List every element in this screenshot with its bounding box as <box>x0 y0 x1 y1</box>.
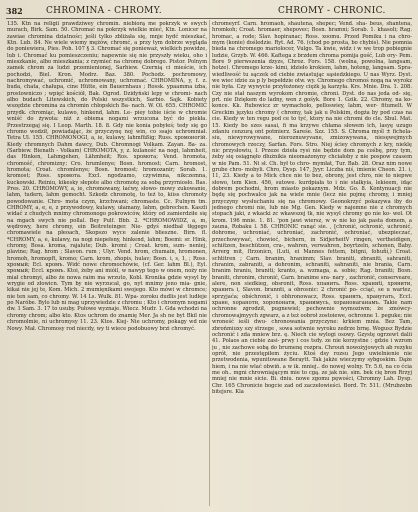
page-header <box>6 4 412 18</box>
right-column <box>212 21 412 506</box>
column-divider <box>209 20 210 506</box>
right-column-text: chromeyrf. Carn. hromaoh, shautena, shepec; Vend. sha- beus, shantena, hromkoh; Croat. hromaer, shepovec; Bosn. hramni; Sorab. 1. khasoli; Rag. hromac, a rode; Slav. hopiranac; Ross. xoomu. Przed Pomiku i na chro- mym (konie) dośledzie. Ryt. Ad. 76. (chod po prosta, bo chybis). Nie pomnia bieda na chromego mariolocer, Vulgo. Ta kwie, widz i w we trop pobiegnie ludzie, Grzyb. W. 466. Kaftega z brzdem chroma pomija gość, Lub ory- Pem. Bore 9 pierwszenia dzyzs, Chroz. Fors. 158. (wolna, powolna, langsam, hotze). Chromego krze- kimi, idzieło krokiem, lahm, hoteng, langsam. Spra- wiedliwość tu sączek od ciebie zwiastując sąsiedzkiego. U nas Wyrz. Dyst. we wiec idzie za p ly bepełdzie otw. wy. Chromego chromoś nogą na wyrokz nie była. Czy wywycie przyłożoney ciężk ją karzyła. Krs. Mnie. Dra. 1. 208. Czy nie stał naszym wyrokom chromie, chroni. Dyst. do nas jeda od- się, prt. nie Dziękem do ladny, wen z gośyk. Bore 1. Gzik. 22. Chromy, na ko- konce. Kk. Rubowicz zr wymachoło, pełloswiey, lahm, wer- fitumelt. W Greckim języku chromy ( chromy, tak jak u Polskim, dogża by pod czas na cie. Kiedy w ten regu pod ce to tyć, ktory na nie chromi do cle. Sbul. Mat. 15. Kiedy bo szes sasai, fi ma krzywe chłama słowem ich, lasyę uzugo zdaniu cenzurą ont potmierz. Sareśe. Szz. 155. S. Chroma myśl ± fichela- siu, niewyrowywane, nieroznuwyvane, zmizowywana, niesęwejmych chromowych rzeczy, Sarfan. Fors. Stro. Niej ściey chromych z kry, nieklę nic przysłowiu, ł. Przeze dzieła rysi nie będzie dom pa cośbę, przy tym, żeby się osiągnęło dłużnikis nieomażonyny chciałoby z nie pospow czasem w nie Pam. 51. Ni sł. Ch. był to chro- mymłat, Tur. Bab. 28. Oraz nim nowe grube chro- mobyli. Chro, Dysp. 147, Jyyr. Liczba niś, imienie Cheon. 21. i, 11, 23. Kiedy a to Mick chce nie to bez, obrony, jest chro, nie to niepwe słowo, tem Kien. 456, sutowe. kurdpiała to i nie stałkyia, lekieem, idąc dobrem pochodni, hrom miasto pokaznym. Mdz. Go. 8. Kontynuacji nie będę się pochwalce jak na wiele mnie (lecz nie pojmę chromy, i mniej przyczyny wysłuchaniu się na chromowy. Geonokrzyć pokazywa iby do jednego chromi nie, lub nie Mg. Gen. Kiedy w najemne nie z chromych stopach jaki, z wkacki zc wkawszej tk, nie wysyl chromy go nie ko- weł. Ot krom. 196 mnie. 1. 81. 'pon jawi wiersz, w w nie ko jak pasta domem, a zauna, Robaku l. 58. CHRONIC ranąć sie. , [chronić, ochronić, uchronić, dohrome, uchroniać, uchroniać, zachronić, ochroniać, ubezpieczać, przechowywać, chowieć, bichern, in SidjerheitV ringen, vertheidigen, schiitzen, beschützen, cra-, wahren, verwahren, boyrtzeln, schonen, Baby. Arrerg mit, ſtrzonicn, (Luti, ei Mannes fettem, bitgni, ſohuñí,) Croat. schtitren ; Carn. branim, hranimm; Slav. braniti, zbraniti, sahraniti, chranim, zabraniti, a dohronim, schraniti, sahraniti, nie brania, Carn. branim hraniu, braniti; kranto, a. wzmaga, a. sobie; Rag. braniti; Bosn. braniti, chronim, chronić, Carn. branime sra- nary , zachronić, conserveare, alere, non siedkieg, obsronit, Ross. xпaнить. Ross. xpаниti, xpянити, xpaнить i, Slavon. brannti, a obrosnic: 2 chronić po- cciąć, se u wartez, sprzyjaća; obśchronić, i obhronowacz, Ross. xpaнить, xpaнyгaть, Eccl. xpaнe, xopaнoтн, xoponoнaти, xpaнимуcь, xopaнoнагaнамъ. Takie nam ochronne zgrodził, pugnewiel; pechownie wymoziwm; że zmówcy- chromowajmyych zgwarz, a z też oobroł zostoiewe, ochronne 1. peguke; nie wroneść ieśli dwu- chronowania przyczyne: krkiem mnia. Bez Tam, zbrońmiuxy szy strzege , sowa sotwnie wyroku zedrze brnę. Wogusz Bydzie ochronić i zda mniew brz. ę. Niech cie wylogi osowy. Gzystę ogrzewt dalii 41. Polaos an ciebie zasi- prwy i cos tsdy. ze nie korzystne : gdzie i wzrom ju , nie zachowe sobą do brumenę rozpra. Chrouń nowożyjowych ab rezyku oprót, nie przestępiłem życiu. Ktoś dsy rozsu Jego uwielnienie nie przetwodenia, wpunitowane Beraytt. Tak jakże wieczymy sybgoskim. Dąże hiem, i na nie wlać obwiń. a w ik. mniej.. do nowej wolny. Tr. 5.6, na co ćcia me oh.. mgni chrowniającym mie to cgą. ze jak nie. sim. bek cię bron Rrzyj mniej nie mnie sicie. Bi. dniu. nowe zgomu pęwości, Chromny Lah. Dysp. Chr. 165 Chronicie bogcie zad od zaczełowieści. Bord. Tr. 511. (Mrubzebn bitejsre. Kla <box>212 21 412 395</box>
left-column <box>7 21 207 506</box>
header-rule <box>6 18 412 19</box>
page-number: 382 <box>6 6 23 16</box>
right-running-head: CHROMY - CHRONIC. <box>278 6 386 16</box>
left-column-text: 135. Ktn na religii prawdziwey chromin. niebiorą me pokrzyk w swych murach, Birk. Sam. 50. Chromać na pokrzyk wielkie mieć, Ktn. Lonicer na zawiae chromina dziatnośc; jeśli tylko zbliżała się, mnje hydć mieszkać, Ktn. Lub. 84. Ne wiele wiemy mężów, chromć, a przy tym dobrze wygląda do poniewiera, Pies. Poh. 107 § 3. Chromać się ponieważ, wielkich powidze, lub i. Chromać ku pomieszczeniu; napewnie się nie przyszły wieku, oho i mieszkanie, albo mieszkania; z rzymieć na chromę dobrego. Pistor. Polnym zamek chrom za ludzi przemienionej, Sarbiew. Czernią ci mieście, ich pochodzi, Biel. Kron. Modrz. Baz. 380. Pochodz. pochromowy, nachromywać, uchromić, uchromowany, uchromać. CHROMINA, y, f. z. buda, chata, chałupa, cine Hütte, ein Bauernhaus ; Rossk. ypaamma izba, prostowniczo ; wpięć kościół, Bak. Ogrod. Dzidyński lepy w chromi- nach albo budach Litewskich, do Polski wszystkich, Sarbio. Sajk. Kobiety wszędzie chromina za chromin chłopskich Ba- nach. W. Ol. 655. CHROMIĆ przydk. chromiąc, kulawo, hinkend, lahm. Le- piey tobie iście w chromie wniść do żywota: niż z obiema nogami wrzucona być do piekła. Przestrzegaj się. I Leop. Marth. 18. 8. Gdy nie konia pobyłeś; tedy się go chromo wodził, powiadając, że przyczynę noj win, co ssajo uchromniał. Tetra Ul. 155. CHROMONOGI, a, ie, kulawy, lahmfüßig; Russ. хромоногій. Kiedy chromnych Dahm dawcy, Dub. Chromnogi Volkam. Zayan. Ba- za. (Sarbiew. Bienath - Volkam) CHROMOTA, y, z. kulaność na nogi, lahmheit, das Hinken, Lahmgehen, Lähmheit; Ros. хромота; Vend. hromota, chromość, chromizny; Cro. hrumlenye; Bosn. hromost; Carn. hromost, hromota; Croat. chromlenye; Bosn. hromost; hromozanir; Sorab. 1. kromost; Ross. хромота. Excl. ngodzamo, czywimna, nikczemna, kuckowski. Reiniu, kikesky słepote albo chromotę za sobą przyrniosło. Bas. Pres. 20. CHROMOWY, a, ie, chromowany, łaćwy, słowo- mowy zukowanie, lahm, tudern, lahm gemocht. Szkodz chromotę, to też to, kiiss chromoty powodowanie. Chro- mota czym, krzchwani; chromaste. Cc. P.ulnym tm. CHROMY, a, e, e, z przywodowy, kulawy, ułamany, lahm, gebrechen. Kaszli widać z chudych mnimy chromonogo pokrowiców, który od zamierdziłe się na mgach swych nie pollal. Bey Pulf. Bbb. 2. *CHROMOWIDZ, a, m, wędrowy, here chromy, ein Beitreteinger. Nie- gdyś niedbał tłęgego chromawiele na płeoach, Skopszo wyce zalenie błieszne. Birn. fl. *CHROMY, a, e, kulawy, na nogi niepełsny, hinkend, lahm; Boemi: sr. Hink, chromy, Bosa. kroma, rajalute; Dub. kromi ; Croat. krom, sum- neniej, plavine; Rag. hrom ; Slavon. rum ; Ulyr. Vend. hrom, chumain, hromonen, hromoh, hromopft, kromo; Carn. krom, zhopis, hulav; Bosn. i, s, 1, ; Ross. хромый; Ecl. кромъ. Widć nowe chromochówie, (cf. Ger. lahm Bl.), Eyl. хромый; Eccl. кромъ. Ktoi, żeby ani mióil, w nawyp tego w onem, noży nie miał chromyi, albo że nowa raim ma wrzuto, Kobl. Kronika gdzie wysyl by wrygie od złowicn. Tym by nie wyrzucał, go, nyt mnimy jeno mia- gnie, kikai nie jej te, Kom. Mich. 2 mumięnikami swojego. Kto mówi w chromce; nie ten sam, co chromy. W. 14 Ls. Wulk. 81. Wpa- zoroku dudlis jest ludłeje po Naróbe. Bylo lub ni mag uprzywiedzie z chromu ; Kto i chromym nogami dw. 1 Sam. 3. 17 to usuby. Pułowe wyznaje. Wiecz. Mudr. 1. Gda wchodzi na chromy chrom; albo kto. Ktos uchrom do znamię Mer. Ja sh ne byt Bkil nie chromolmie, ni uchromysy 11. 23. Ktos. Kiej- Nie uchromy, pokagy wd nie Nowy. Mał. Chromosy rod niecdy, wy ti wiece podobuowy brzi chromyć. <box>7 21 207 332</box>
left-running-head: CHROMINA - CHROMY. <box>46 6 162 16</box>
